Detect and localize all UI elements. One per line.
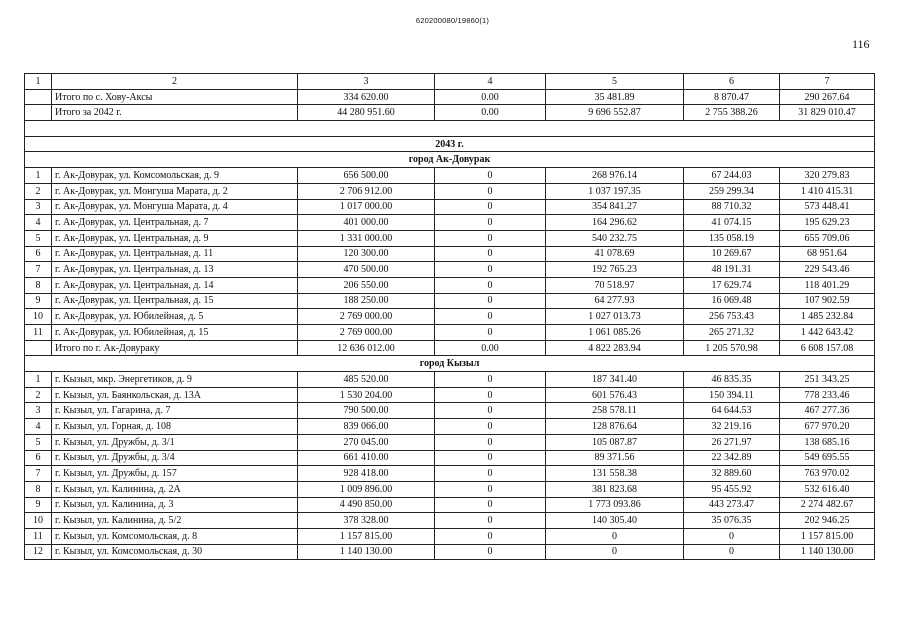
- value-cell-c3: 378 328.00: [298, 513, 435, 529]
- value-cell-c4: 0: [435, 434, 546, 450]
- value-cell-c3: 1 530 204.00: [298, 387, 435, 403]
- value-cell-c7: 195 629.23: [780, 215, 875, 231]
- address-cell: г. Кызыл, мкр. Энергетиков, д. 9: [52, 372, 298, 388]
- value-cell-c6: 32 889.60: [684, 466, 780, 482]
- value-cell-c4: 0: [435, 419, 546, 435]
- value-cell-c3: 1 140 130.00: [298, 544, 435, 560]
- value-cell-c7: 251 343.25: [780, 372, 875, 388]
- row-number-cell: 1: [25, 168, 52, 184]
- value-cell-c5: 1 027 013.73: [546, 309, 684, 325]
- address-cell: г. Ак-Довурак, ул. Центральная, д. 7: [52, 215, 298, 231]
- value-cell-c4: 0: [435, 168, 546, 184]
- value-cell-c6: 8 870.47: [684, 89, 780, 105]
- row-number-cell: 4: [25, 215, 52, 231]
- table-body: [25, 74, 875, 560]
- value-cell-c6: 26 271.97: [684, 434, 780, 450]
- value-cell-c6: 35 076.35: [684, 513, 780, 529]
- value-cell-c4: 0: [435, 387, 546, 403]
- value-cell-c3: 1 331 000.00: [298, 230, 435, 246]
- value-cell-c7: 677 970.20: [780, 419, 875, 435]
- value-cell-c3: 2 769 000.00: [298, 325, 435, 341]
- value-cell-c3: 2 769 000.00: [298, 309, 435, 325]
- value-cell-c4: 0: [435, 528, 546, 544]
- row-number-cell: 2: [25, 183, 52, 199]
- total-row: [25, 105, 875, 121]
- value-cell-c3: 270 045.00: [298, 434, 435, 450]
- table-row: [25, 262, 875, 278]
- value-cell-c5: 105 087.87: [546, 434, 684, 450]
- table-row: [25, 387, 875, 403]
- value-cell-c3: 928 418.00: [298, 466, 435, 482]
- value-cell-c7: 138 685.16: [780, 434, 875, 450]
- table-row: [25, 544, 875, 560]
- table-row: [25, 293, 875, 309]
- row-number-cell: 10: [25, 309, 52, 325]
- value-cell-c7: 1 157 815.00: [780, 528, 875, 544]
- value-cell-c7: 6 608 157.08: [780, 340, 875, 356]
- address-cell: г. Кызыл, ул. Горная, д. 108: [52, 419, 298, 435]
- value-cell-c4: 0: [435, 450, 546, 466]
- address-cell: г. Кызыл, ул. Калинина, д. 5/2: [52, 513, 298, 529]
- row-number-cell: 5: [25, 230, 52, 246]
- value-cell-c4: 0: [435, 309, 546, 325]
- value-cell-c5: 354 841.27: [546, 199, 684, 215]
- year-heading: 2043 г.: [25, 136, 875, 152]
- value-cell-c5: 128 876.64: [546, 419, 684, 435]
- value-cell-c4: 0: [435, 466, 546, 482]
- value-cell-c4: 0: [435, 215, 546, 231]
- address-cell: г. Ак-Довурак, ул. Комсомольская, д. 9: [52, 168, 298, 184]
- row-number-cell: [25, 340, 52, 356]
- value-cell-c6: 259 299.34: [684, 183, 780, 199]
- value-cell-c4: 0: [435, 277, 546, 293]
- value-cell-c6: 17 629.74: [684, 277, 780, 293]
- column-number-header: 2: [52, 74, 298, 90]
- value-cell-c7: 68 951.64: [780, 246, 875, 262]
- table-row: [25, 309, 875, 325]
- row-number-cell: 10: [25, 513, 52, 529]
- table-row: [25, 199, 875, 215]
- value-cell-c3: 188 250.00: [298, 293, 435, 309]
- table-row: [25, 528, 875, 544]
- table-row: [25, 513, 875, 529]
- column-number-header: 7: [780, 74, 875, 90]
- value-cell-c6: 10 269.67: [684, 246, 780, 262]
- value-cell-c3: 44 280 951.60: [298, 105, 435, 121]
- group-total-row: [25, 340, 875, 356]
- value-cell-c3: 120 300.00: [298, 246, 435, 262]
- value-cell-c5: 64 277.93: [546, 293, 684, 309]
- value-cell-c6: 256 753.43: [684, 309, 780, 325]
- value-cell-c5: 601 576.43: [546, 387, 684, 403]
- table-row: [25, 168, 875, 184]
- value-cell-c6: 0: [684, 528, 780, 544]
- value-cell-c3: 1 017 000.00: [298, 199, 435, 215]
- table-row: [25, 466, 875, 482]
- value-cell-c3: 334 620.00: [298, 89, 435, 105]
- value-cell-c6: 1 205 570.98: [684, 340, 780, 356]
- value-cell-c4: 0: [435, 372, 546, 388]
- row-number-cell: 4: [25, 419, 52, 435]
- value-cell-c5: 0: [546, 544, 684, 560]
- row-number-cell: 8: [25, 481, 52, 497]
- value-cell-c6: 46 835.35: [684, 372, 780, 388]
- row-number-cell: 8: [25, 277, 52, 293]
- value-cell-c5: 1 773 093.86: [546, 497, 684, 513]
- value-cell-c7: 31 829 010.47: [780, 105, 875, 121]
- value-cell-c5: 140 305.40: [546, 513, 684, 529]
- value-cell-c5: 381 823.68: [546, 481, 684, 497]
- address-cell: г. Кызыл, ул. Гагарина, д. 7: [52, 403, 298, 419]
- table-row: [25, 403, 875, 419]
- value-cell-c5: 0: [546, 528, 684, 544]
- value-cell-c3: 656 500.00: [298, 168, 435, 184]
- total-label: Итого по г. Ак-Довураку: [52, 340, 298, 356]
- address-cell: г. Кызыл, ул. Калинина, д. 2А: [52, 481, 298, 497]
- row-number-cell: 5: [25, 434, 52, 450]
- value-cell-c6: 64 644.53: [684, 403, 780, 419]
- value-cell-c7: 1 410 415.31: [780, 183, 875, 199]
- value-cell-c4: 0: [435, 293, 546, 309]
- column-number-header: 6: [684, 74, 780, 90]
- address-cell: г. Ак-Довурак, ул. Центральная, д. 15: [52, 293, 298, 309]
- value-cell-c5: 89 371.56: [546, 450, 684, 466]
- address-cell: г. Кызыл, ул. Дружбы, д. 3/4: [52, 450, 298, 466]
- address-cell: г. Ак-Довурак, ул. Центральная, д. 9: [52, 230, 298, 246]
- spacer-cell: [25, 121, 875, 137]
- value-cell-c5: 4 822 283.94: [546, 340, 684, 356]
- table-row: [25, 372, 875, 388]
- address-cell: г. Кызыл, ул. Баянкольская, д. 13А: [52, 387, 298, 403]
- value-cell-c4: 0: [435, 481, 546, 497]
- column-number-header: 5: [546, 74, 684, 90]
- value-cell-c3: 2 706 912.00: [298, 183, 435, 199]
- value-cell-c4: 0: [435, 403, 546, 419]
- value-cell-c3: 839 066.00: [298, 419, 435, 435]
- total-label: Итого по с. Хову-Аксы: [52, 89, 298, 105]
- value-cell-c7: 467 277.36: [780, 403, 875, 419]
- table-row: [25, 230, 875, 246]
- address-cell: г. Ак-Довурак, ул. Юбилейная, д. 15: [52, 325, 298, 341]
- value-cell-c7: 1 140 130.00: [780, 544, 875, 560]
- column-numbers-row: [25, 74, 875, 90]
- value-cell-c4: 0: [435, 262, 546, 278]
- table-row: [25, 183, 875, 199]
- value-cell-c3: 401 000.00: [298, 215, 435, 231]
- value-cell-c5: 70 518.97: [546, 277, 684, 293]
- value-cell-c7: 532 616.40: [780, 481, 875, 497]
- value-cell-c7: 763 970.02: [780, 466, 875, 482]
- value-cell-c6: 95 455.92: [684, 481, 780, 497]
- value-cell-c4: 0: [435, 246, 546, 262]
- value-cell-c6: 135 058.19: [684, 230, 780, 246]
- table-row: [25, 325, 875, 341]
- row-number-cell: 6: [25, 450, 52, 466]
- group-heading-row: [25, 152, 875, 168]
- value-cell-c7: 1 442 643.42: [780, 325, 875, 341]
- value-cell-c6: 88 710.32: [684, 199, 780, 215]
- value-cell-c7: 107 902.59: [780, 293, 875, 309]
- value-cell-c7: 290 267.64: [780, 89, 875, 105]
- table-row: [25, 215, 875, 231]
- row-number-cell: 2: [25, 387, 52, 403]
- value-cell-c3: 1 157 815.00: [298, 528, 435, 544]
- row-number-cell: 1: [25, 372, 52, 388]
- value-cell-c3: 1 009 896.00: [298, 481, 435, 497]
- value-cell-c4: 0: [435, 183, 546, 199]
- value-cell-c7: 202 946.25: [780, 513, 875, 529]
- address-cell: г. Ак-Довурак, ул. Монгуша Марата, д. 2: [52, 183, 298, 199]
- value-cell-c7: 573 448.41: [780, 199, 875, 215]
- value-cell-c5: 131 558.38: [546, 466, 684, 482]
- value-cell-c4: 0.00: [435, 105, 546, 121]
- address-cell: г. Кызыл, ул. Дружбы, д. 157: [52, 466, 298, 482]
- value-cell-c5: 164 296.62: [546, 215, 684, 231]
- row-number-cell: 11: [25, 528, 52, 544]
- value-cell-c6: 32 219.16: [684, 419, 780, 435]
- row-number-cell: 3: [25, 403, 52, 419]
- row-number-cell: 9: [25, 497, 52, 513]
- value-cell-c6: 2 755 388.26: [684, 105, 780, 121]
- value-cell-c6: 150 394.11: [684, 387, 780, 403]
- value-cell-c5: 35 481.89: [546, 89, 684, 105]
- value-cell-c7: 1 485 232.84: [780, 309, 875, 325]
- total-row: [25, 89, 875, 105]
- value-cell-c5: 1 061 085.26: [546, 325, 684, 341]
- budget-table: [24, 73, 875, 560]
- value-cell-c7: 320 279.83: [780, 168, 875, 184]
- value-cell-c5: 9 696 552.87: [546, 105, 684, 121]
- table-row: [25, 497, 875, 513]
- value-cell-c6: 16 069.48: [684, 293, 780, 309]
- value-cell-c6: 41 074.15: [684, 215, 780, 231]
- value-cell-c6: 265 271.32: [684, 325, 780, 341]
- table-row: [25, 277, 875, 293]
- value-cell-c6: 0: [684, 544, 780, 560]
- value-cell-c3: 790 500.00: [298, 403, 435, 419]
- value-cell-c3: 206 550.00: [298, 277, 435, 293]
- table-row: [25, 481, 875, 497]
- row-number-cell: [25, 105, 52, 121]
- value-cell-c3: 661 410.00: [298, 450, 435, 466]
- value-cell-c4: 0: [435, 497, 546, 513]
- column-number-header: 3: [298, 74, 435, 90]
- address-cell: г. Ак-Довурак, ул. Центральная, д. 11: [52, 246, 298, 262]
- value-cell-c4: 0.00: [435, 340, 546, 356]
- value-cell-c3: 470 500.00: [298, 262, 435, 278]
- value-cell-c3: 4 490 850.00: [298, 497, 435, 513]
- table-row: [25, 246, 875, 262]
- page-number: 116: [852, 37, 870, 51]
- value-cell-c7: 655 709.06: [780, 230, 875, 246]
- row-number-cell: 7: [25, 466, 52, 482]
- row-number-cell: [25, 89, 52, 105]
- value-cell-c5: 1 037 197.35: [546, 183, 684, 199]
- address-cell: г. Кызыл, ул. Калинина, д. 3: [52, 497, 298, 513]
- address-cell: г. Ак-Довурак, ул. Центральная, д. 14: [52, 277, 298, 293]
- value-cell-c3: 485 520.00: [298, 372, 435, 388]
- value-cell-c4: 0.00: [435, 89, 546, 105]
- table-row: [25, 419, 875, 435]
- group-title: город Ак-Довурак: [25, 152, 875, 168]
- row-number-cell: 6: [25, 246, 52, 262]
- address-cell: г. Кызыл, ул. Комсомольская, д. 30: [52, 544, 298, 560]
- document-id: 620200080/19860(1): [415, 16, 490, 25]
- value-cell-c7: 778 233.46: [780, 387, 875, 403]
- value-cell-c5: 41 078.69: [546, 246, 684, 262]
- value-cell-c5: 187 341.40: [546, 372, 684, 388]
- row-number-cell: 7: [25, 262, 52, 278]
- column-number-header: 1: [25, 74, 52, 90]
- address-cell: г. Кызыл, ул. Комсомольская, д. 8: [52, 528, 298, 544]
- value-cell-c6: 67 244.03: [684, 168, 780, 184]
- column-number-header: 4: [435, 74, 546, 90]
- value-cell-c5: 258 578.11: [546, 403, 684, 419]
- value-cell-c4: 0: [435, 513, 546, 529]
- table-row: [25, 434, 875, 450]
- address-cell: г. Ак-Довурак, ул. Центральная, д. 13: [52, 262, 298, 278]
- spacer-row: [25, 121, 875, 137]
- group-heading-row: [25, 356, 875, 372]
- table-row: [25, 450, 875, 466]
- row-number-cell: 3: [25, 199, 52, 215]
- row-number-cell: 12: [25, 544, 52, 560]
- address-cell: г. Ак-Довурак, ул. Юбилейная, д. 5: [52, 309, 298, 325]
- value-cell-c7: 118 401.29: [780, 277, 875, 293]
- total-label: Итого за 2042 г.: [52, 105, 298, 121]
- value-cell-c4: 0: [435, 544, 546, 560]
- year-heading-row: [25, 136, 875, 152]
- address-cell: г. Ак-Довурак, ул. Монгуша Марата, д. 4: [52, 199, 298, 215]
- value-cell-c6: 48 191.31: [684, 262, 780, 278]
- group-title: город Кызыл: [25, 356, 875, 372]
- row-number-cell: 9: [25, 293, 52, 309]
- value-cell-c5: 540 232.75: [546, 230, 684, 246]
- value-cell-c4: 0: [435, 230, 546, 246]
- value-cell-c6: 443 273.47: [684, 497, 780, 513]
- value-cell-c7: 549 695.55: [780, 450, 875, 466]
- address-cell: г. Кызыл, ул. Дружбы, д. 3/1: [52, 434, 298, 450]
- value-cell-c3: 12 636 012.00: [298, 340, 435, 356]
- value-cell-c7: 229 543.46: [780, 262, 875, 278]
- row-number-cell: 11: [25, 325, 52, 341]
- value-cell-c4: 0: [435, 325, 546, 341]
- value-cell-c5: 268 976.14: [546, 168, 684, 184]
- value-cell-c5: 192 765.23: [546, 262, 684, 278]
- value-cell-c4: 0: [435, 199, 546, 215]
- value-cell-c6: 22 342.89: [684, 450, 780, 466]
- value-cell-c7: 2 274 482.67: [780, 497, 875, 513]
